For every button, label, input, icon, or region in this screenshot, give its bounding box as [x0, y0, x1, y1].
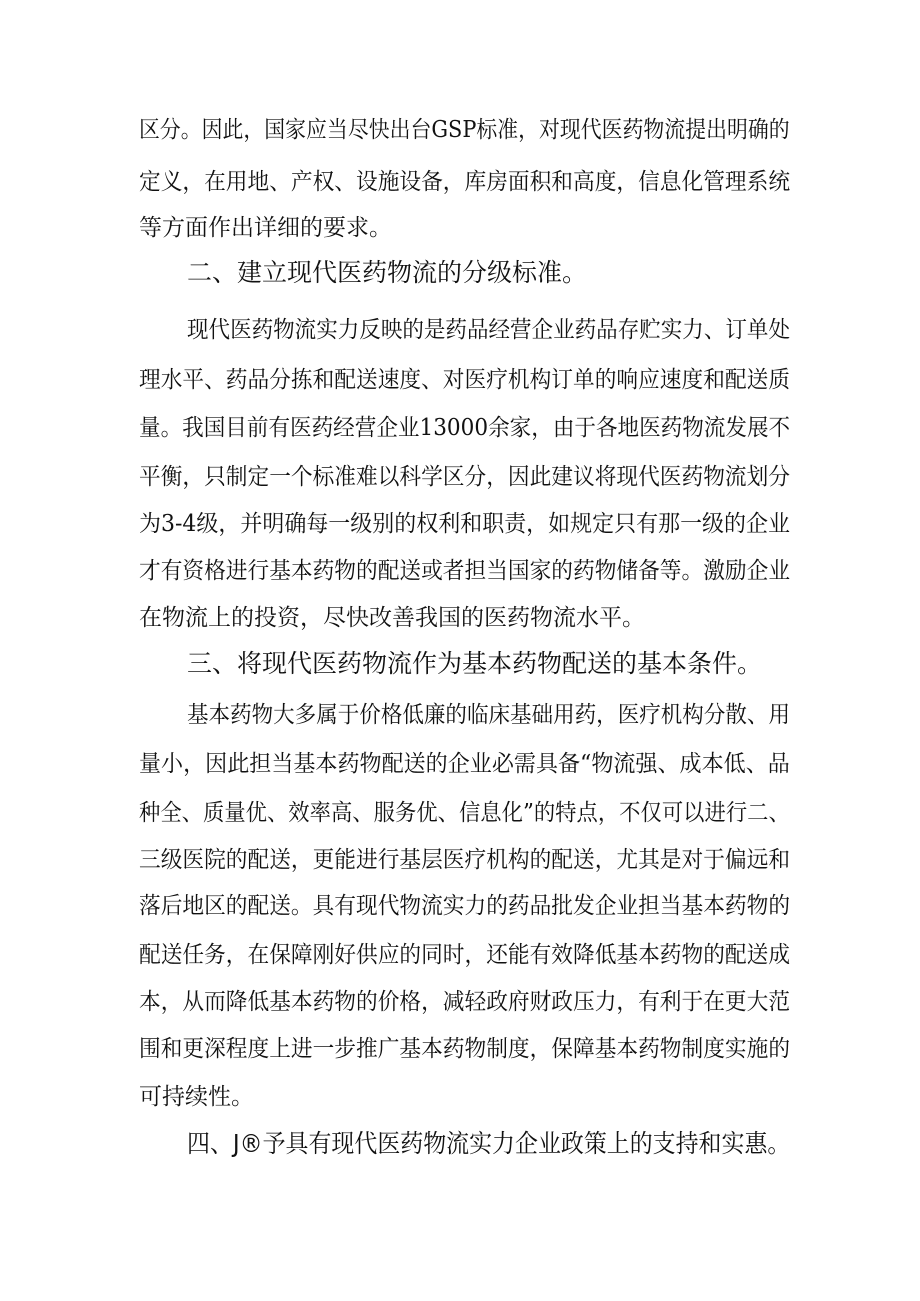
- text-line: 落后地区的配送。具有现代物流实力的药品批发企业担当基本药物的: [139, 893, 791, 919]
- text-line: 区分。因此，国家应当尽快出台GSP标准，对现代医药物流提出明确的: [139, 117, 790, 143]
- paragraph-line: [0, 789, 920, 837]
- section-heading: [0, 1120, 920, 1168]
- text-line: 配送任务，在保障刚好供应的同时，还能有效降低基本药物的配送成: [139, 942, 791, 968]
- paragraph-line: [0, 1025, 920, 1073]
- paragraph-line: [0, 158, 920, 206]
- text-line: 种全、质量优、效率高、服务优、信息化”的特点，不仅可以进行二、: [139, 800, 790, 826]
- paragraph-line: [0, 1073, 920, 1121]
- paragraph-line: [0, 978, 920, 1026]
- paragraph-line: [0, 404, 920, 452]
- paragraph-line: [0, 106, 920, 154]
- heading-text: 三、将现代医药物流作为基本药物配送的基本条件。: [187, 649, 763, 678]
- paragraph-line: [0, 356, 920, 404]
- paragraph-line: [0, 204, 920, 252]
- text-line: 基本药物大多属于价格低廉的临床基础用药，医疗机构分散、用: [187, 702, 790, 728]
- paragraph-line: [0, 691, 920, 739]
- paragraph-line: [0, 882, 920, 930]
- section-heading: [0, 640, 920, 688]
- heading-text: 二、建立现代医药物流的分级标准。: [187, 258, 588, 287]
- paragraph-line: [0, 306, 920, 354]
- text-line: 理水平、药品分拣和配送速度、对医疗机构订单的响应速度和配送质: [139, 367, 791, 393]
- text-line: 为3-4级，并明确每一级别的权利和职责，如规定只有那一级的企业: [139, 511, 791, 537]
- heading-text: 四、J®予具有现代医药物流实力企业政策上的支持和实惠。: [187, 1129, 791, 1158]
- section-heading: [0, 249, 920, 297]
- text-line: 定义，在用地、产权、设施设备，库房面积和高度，信息化管理系统: [139, 169, 791, 195]
- text-line: 三级医院的配送，更能进行基层医疗机构的配送，尤其是对于偏远和: [139, 847, 791, 873]
- text-line: 才有资格进行基本药物的配送或者担当国家的药物储备等。激励企业: [139, 558, 791, 584]
- text-line: 现代医药物流实力反映的是药品经营企业药品存贮实力、订单处: [187, 317, 790, 343]
- paragraph-line: [0, 453, 920, 501]
- text-line: 在物流上的投资，尽快改善我国的医药物流水平。: [139, 605, 645, 631]
- paragraph-line: [0, 836, 920, 884]
- paragraph-line: [0, 594, 920, 642]
- text-line: 平衡，只制定一个标准难以科学区分，因此建议将现代医药物流划分: [139, 464, 791, 490]
- paragraph-line: [0, 547, 920, 595]
- text-line: 本，从而降低基本药物的价格，减轻政府财政压力，有利于在更大范: [139, 989, 791, 1015]
- text-line: 等方面作出详细的要求。: [139, 215, 392, 241]
- paragraph-line: [0, 931, 920, 979]
- text-line: 围和更深程度上进一步推广基本药物制度，保障基本药物制度实施的: [139, 1036, 791, 1062]
- text-line: 量。我国目前有医药经营企业13000余家，由于各地医药物流发展不: [139, 415, 791, 441]
- text-line: 量小，因此担当基本药物配送的企业必需具备“物流强、成本低、品: [139, 751, 790, 777]
- text-line: 可持续性。: [139, 1084, 254, 1110]
- paragraph-line: [0, 740, 920, 788]
- paragraph-line: [0, 500, 920, 548]
